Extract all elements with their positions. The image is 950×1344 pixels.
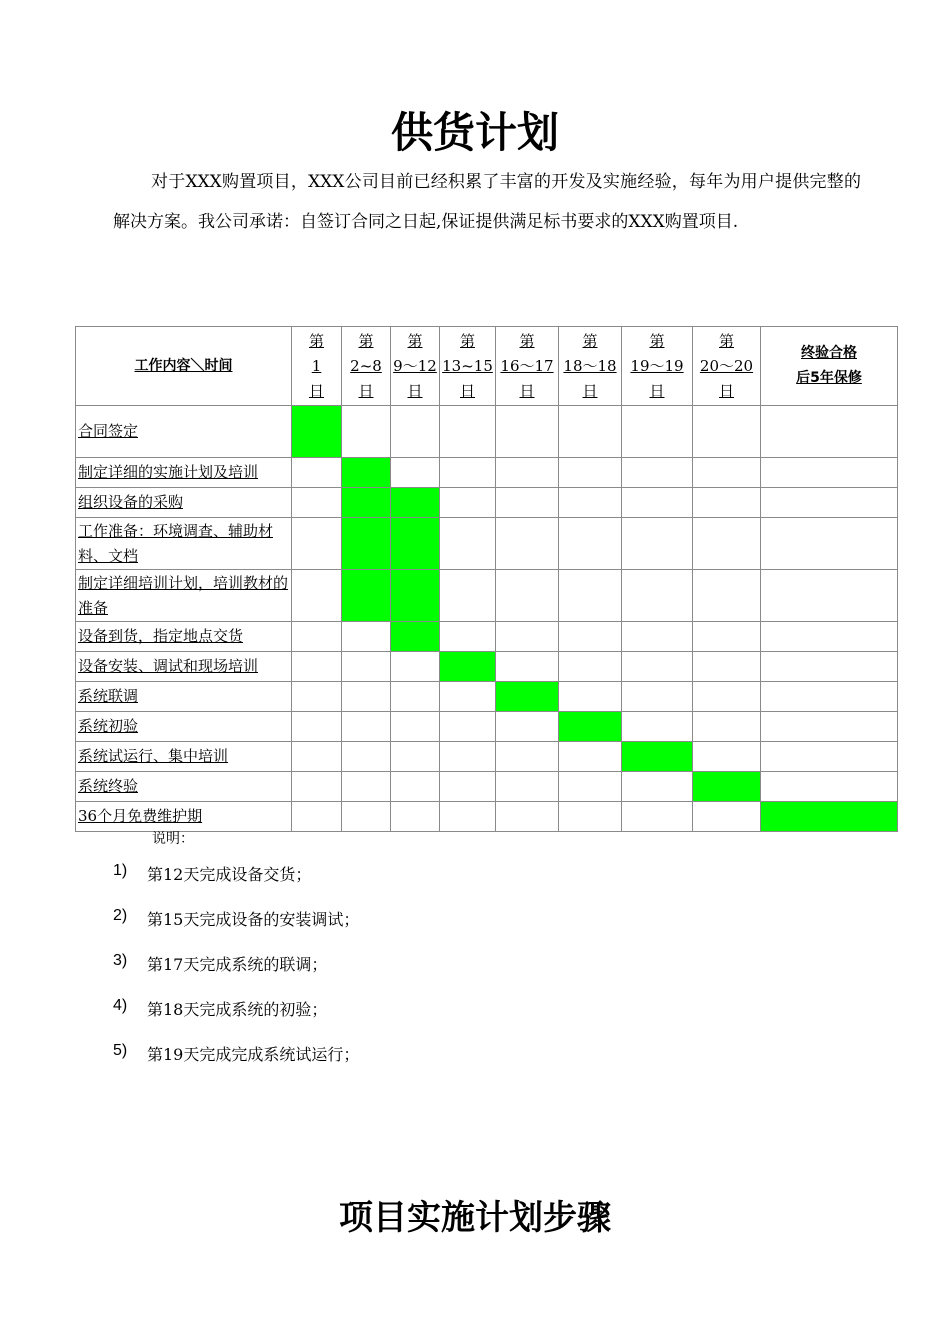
schedule-cell bbox=[693, 682, 761, 712]
task-cell: 合同签定 bbox=[76, 406, 292, 458]
table-row bbox=[76, 406, 898, 458]
corner-header: 工作内容＼时间 bbox=[76, 327, 292, 406]
schedule-cell bbox=[496, 458, 559, 488]
schedule-cell bbox=[559, 406, 622, 458]
schedule-cell bbox=[496, 742, 559, 772]
schedule-cell bbox=[761, 458, 898, 488]
table-row bbox=[76, 458, 898, 488]
note-item bbox=[113, 1042, 359, 1087]
column-header-line: 第 bbox=[358, 331, 374, 350]
schedule-cell bbox=[761, 682, 898, 712]
schedule-cell bbox=[761, 488, 898, 518]
column-header bbox=[391, 327, 440, 406]
schedule-cell bbox=[693, 712, 761, 742]
schedule-cell bbox=[342, 652, 391, 682]
note-number: 3) bbox=[113, 952, 128, 969]
schedule-cell bbox=[292, 488, 342, 518]
schedule-cell bbox=[440, 802, 496, 832]
column-header-line: 第 bbox=[649, 331, 665, 350]
table-row bbox=[76, 570, 898, 622]
schedule-cell bbox=[440, 458, 496, 488]
column-header-line: 日 bbox=[407, 381, 423, 400]
schedule-cell bbox=[693, 458, 761, 488]
schedule-cell-active bbox=[342, 570, 391, 622]
schedule-cell bbox=[622, 802, 693, 832]
schedule-cell bbox=[761, 622, 898, 652]
schedule-cell bbox=[761, 406, 898, 458]
column-header-line: 9～12 bbox=[393, 356, 437, 375]
task-cell: 系统联调 bbox=[76, 682, 292, 712]
schedule-cell bbox=[496, 570, 559, 622]
note-text: 第19天完成完成系统试运行； bbox=[147, 1045, 360, 1064]
schedule-cell-active bbox=[391, 570, 440, 622]
schedule-cell bbox=[496, 772, 559, 802]
column-header-line: 日 bbox=[308, 381, 324, 400]
task-cell: 系统试运行、集中培训 bbox=[76, 742, 292, 772]
schedule-cell bbox=[496, 802, 559, 832]
schedule-cell bbox=[622, 488, 693, 518]
schedule-cell bbox=[761, 570, 898, 622]
table-row bbox=[76, 772, 898, 802]
schedule-cell bbox=[496, 518, 559, 570]
schedule-cell bbox=[761, 652, 898, 682]
note-number: 2) bbox=[113, 907, 128, 924]
schedule-cell bbox=[292, 682, 342, 712]
schedule-cell bbox=[440, 742, 496, 772]
column-header bbox=[622, 327, 693, 406]
schedule-cell bbox=[559, 682, 622, 712]
column-header-line: 日 bbox=[718, 381, 734, 400]
column-header bbox=[761, 327, 898, 406]
task-cell: 系统终验 bbox=[76, 772, 292, 802]
schedule-cell bbox=[391, 682, 440, 712]
schedule-cell-active bbox=[622, 742, 693, 772]
schedule-cell-active bbox=[391, 518, 440, 570]
table-row bbox=[76, 652, 898, 682]
schedule-cell bbox=[440, 488, 496, 518]
schedule-cell bbox=[496, 406, 559, 458]
column-header-line: 第 bbox=[308, 331, 324, 350]
schedule-cell bbox=[622, 518, 693, 570]
schedule-cell bbox=[622, 712, 693, 742]
note-item bbox=[113, 952, 359, 997]
schedule-cell bbox=[440, 518, 496, 570]
schedule-cell bbox=[292, 570, 342, 622]
schedule-cell-active bbox=[292, 406, 342, 458]
schedule-cell bbox=[292, 802, 342, 832]
schedule-cell bbox=[559, 742, 622, 772]
column-header-line: 终验合格 bbox=[801, 345, 857, 361]
column-header-line: 1 bbox=[311, 356, 322, 375]
table-row bbox=[76, 488, 898, 518]
task-cell: 设备到货，指定地点交货 bbox=[76, 622, 292, 652]
column-header-line: 第 bbox=[582, 331, 598, 350]
schedule-cell bbox=[391, 742, 440, 772]
schedule-cell bbox=[559, 488, 622, 518]
schedule-cell bbox=[559, 652, 622, 682]
schedule-cell bbox=[693, 488, 761, 518]
schedule-cell bbox=[559, 518, 622, 570]
schedule-cell bbox=[292, 518, 342, 570]
column-header-line: 第 bbox=[718, 331, 734, 350]
column-header-line: 第 bbox=[519, 331, 535, 350]
schedule-cell bbox=[761, 772, 898, 802]
schedule-cell bbox=[693, 406, 761, 458]
column-header-line: 日 bbox=[358, 381, 374, 400]
schedule-cell-active bbox=[391, 622, 440, 652]
note-text: 第17天完成系统的联调； bbox=[147, 955, 328, 974]
schedule-cell bbox=[292, 652, 342, 682]
schedule-cell bbox=[622, 772, 693, 802]
task-cell: 组织设备的采购 bbox=[76, 488, 292, 518]
schedule-cell bbox=[693, 742, 761, 772]
schedule-cell bbox=[342, 742, 391, 772]
schedule-cell bbox=[342, 772, 391, 802]
column-header-line: 19～19 bbox=[630, 356, 684, 375]
column-header-line: 后5年保修 bbox=[796, 370, 862, 386]
schedule-cell bbox=[496, 488, 559, 518]
note-number: 4) bbox=[113, 997, 128, 1014]
task-cell: 36个月免费维护期 bbox=[76, 802, 292, 832]
schedule-cell-active bbox=[342, 458, 391, 488]
schedule-cell bbox=[342, 406, 391, 458]
task-cell: 设备安装、调试和现场培训 bbox=[76, 652, 292, 682]
schedule-cell bbox=[622, 622, 693, 652]
schedule-cell-active bbox=[693, 772, 761, 802]
schedule-cell bbox=[693, 622, 761, 652]
intro-paragraph: 对于XXX购置项目，XXX公司目前已经积累了丰富的开发及实施经验，每年为用户提供完整的解决方案。我公司承诺：自签订合同之日起,保证提供满足标书要求的XXX购置项目. bbox=[113, 172, 861, 232]
schedule-cell bbox=[693, 570, 761, 622]
schedule-cell bbox=[292, 712, 342, 742]
schedule-cell bbox=[391, 802, 440, 832]
schedule-cell bbox=[342, 712, 391, 742]
schedule-cell bbox=[440, 622, 496, 652]
schedule-cell bbox=[559, 570, 622, 622]
schedule-cell bbox=[292, 772, 342, 802]
note-number: 1) bbox=[113, 862, 128, 879]
schedule-cell bbox=[391, 712, 440, 742]
schedule-cell bbox=[761, 742, 898, 772]
column-header-line: 2~8 bbox=[350, 356, 382, 375]
schedule-cell bbox=[559, 622, 622, 652]
table-row bbox=[76, 518, 898, 570]
schedule-table bbox=[75, 326, 898, 832]
schedule-cell-active bbox=[496, 682, 559, 712]
schedule-cell bbox=[559, 802, 622, 832]
task-cell: 系统初验 bbox=[76, 712, 292, 742]
note-text: 第15天完成设备的安装调试； bbox=[147, 910, 360, 929]
schedule-cell bbox=[693, 652, 761, 682]
column-header-line: 日 bbox=[649, 381, 665, 400]
note-text: 第18天完成系统的初验； bbox=[147, 1000, 328, 1019]
note-item bbox=[113, 997, 359, 1042]
column-header-line: 18～18 bbox=[563, 356, 617, 375]
schedule-cell bbox=[761, 712, 898, 742]
schedule-cell bbox=[622, 406, 693, 458]
schedule-cell bbox=[342, 802, 391, 832]
notes-label: 说明： bbox=[152, 831, 194, 847]
schedule-cell bbox=[622, 570, 693, 622]
schedule-cell-active bbox=[391, 488, 440, 518]
table-header-row bbox=[76, 327, 898, 406]
column-header-line: 16～17 bbox=[500, 356, 554, 375]
schedule-cell bbox=[693, 802, 761, 832]
task-cell: 制定详细的实施计划及培训 bbox=[76, 458, 292, 488]
schedule-cell-active bbox=[342, 488, 391, 518]
table-row bbox=[76, 622, 898, 652]
schedule-cell bbox=[440, 570, 496, 622]
note-number: 5) bbox=[113, 1042, 128, 1059]
schedule-cell-active bbox=[342, 518, 391, 570]
column-header-line: 第 bbox=[459, 331, 475, 350]
schedule-cell bbox=[342, 622, 391, 652]
task-cell: 工作准备：环境调查、辅助材料、文档 bbox=[76, 518, 292, 570]
schedule-cell bbox=[391, 406, 440, 458]
schedule-cell bbox=[622, 652, 693, 682]
column-header-line: 日 bbox=[459, 381, 475, 400]
schedule-cell-active bbox=[559, 712, 622, 742]
note-item bbox=[113, 907, 359, 952]
table-row bbox=[76, 712, 898, 742]
schedule-cell bbox=[391, 458, 440, 488]
schedule-cell bbox=[761, 518, 898, 570]
schedule-cell bbox=[292, 458, 342, 488]
schedule-cell-active bbox=[761, 802, 898, 832]
schedule-cell bbox=[496, 622, 559, 652]
schedule-cell bbox=[559, 458, 622, 488]
column-header-line: 日 bbox=[582, 381, 598, 400]
schedule-cell bbox=[693, 518, 761, 570]
note-item bbox=[113, 862, 359, 907]
note-text: 第12天完成设备交货； bbox=[147, 865, 312, 884]
notes-list bbox=[113, 862, 359, 1087]
task-cell: 制定详细培训计划，培训教材的准备 bbox=[76, 570, 292, 622]
schedule-cell bbox=[496, 652, 559, 682]
column-header bbox=[693, 327, 761, 406]
table-row bbox=[76, 742, 898, 772]
schedule-cell bbox=[342, 682, 391, 712]
schedule-cell bbox=[292, 742, 342, 772]
section-title: 项目实施计划步骤 bbox=[339, 1198, 611, 1238]
schedule-cell bbox=[440, 406, 496, 458]
column-header bbox=[342, 327, 391, 406]
schedule-cell bbox=[496, 712, 559, 742]
schedule-cell bbox=[559, 772, 622, 802]
schedule-cell bbox=[391, 772, 440, 802]
column-header bbox=[496, 327, 559, 406]
schedule-cell bbox=[440, 772, 496, 802]
table-row bbox=[76, 682, 898, 712]
column-header-line: 13~15 bbox=[442, 356, 493, 375]
schedule-cell bbox=[391, 652, 440, 682]
table-row bbox=[76, 802, 898, 832]
column-header-line: 20～20 bbox=[699, 356, 754, 375]
schedule-cell bbox=[622, 682, 693, 712]
schedule-cell-active bbox=[440, 652, 496, 682]
schedule-cell bbox=[440, 712, 496, 742]
page-title: 供货计划 bbox=[390, 108, 559, 157]
column-header bbox=[559, 327, 622, 406]
column-header bbox=[440, 327, 496, 406]
schedule-cell bbox=[292, 622, 342, 652]
schedule-cell bbox=[440, 682, 496, 712]
column-header bbox=[292, 327, 342, 406]
schedule-cell bbox=[622, 458, 693, 488]
column-header-line: 日 bbox=[519, 381, 535, 400]
column-header-line: 第 bbox=[407, 331, 423, 350]
